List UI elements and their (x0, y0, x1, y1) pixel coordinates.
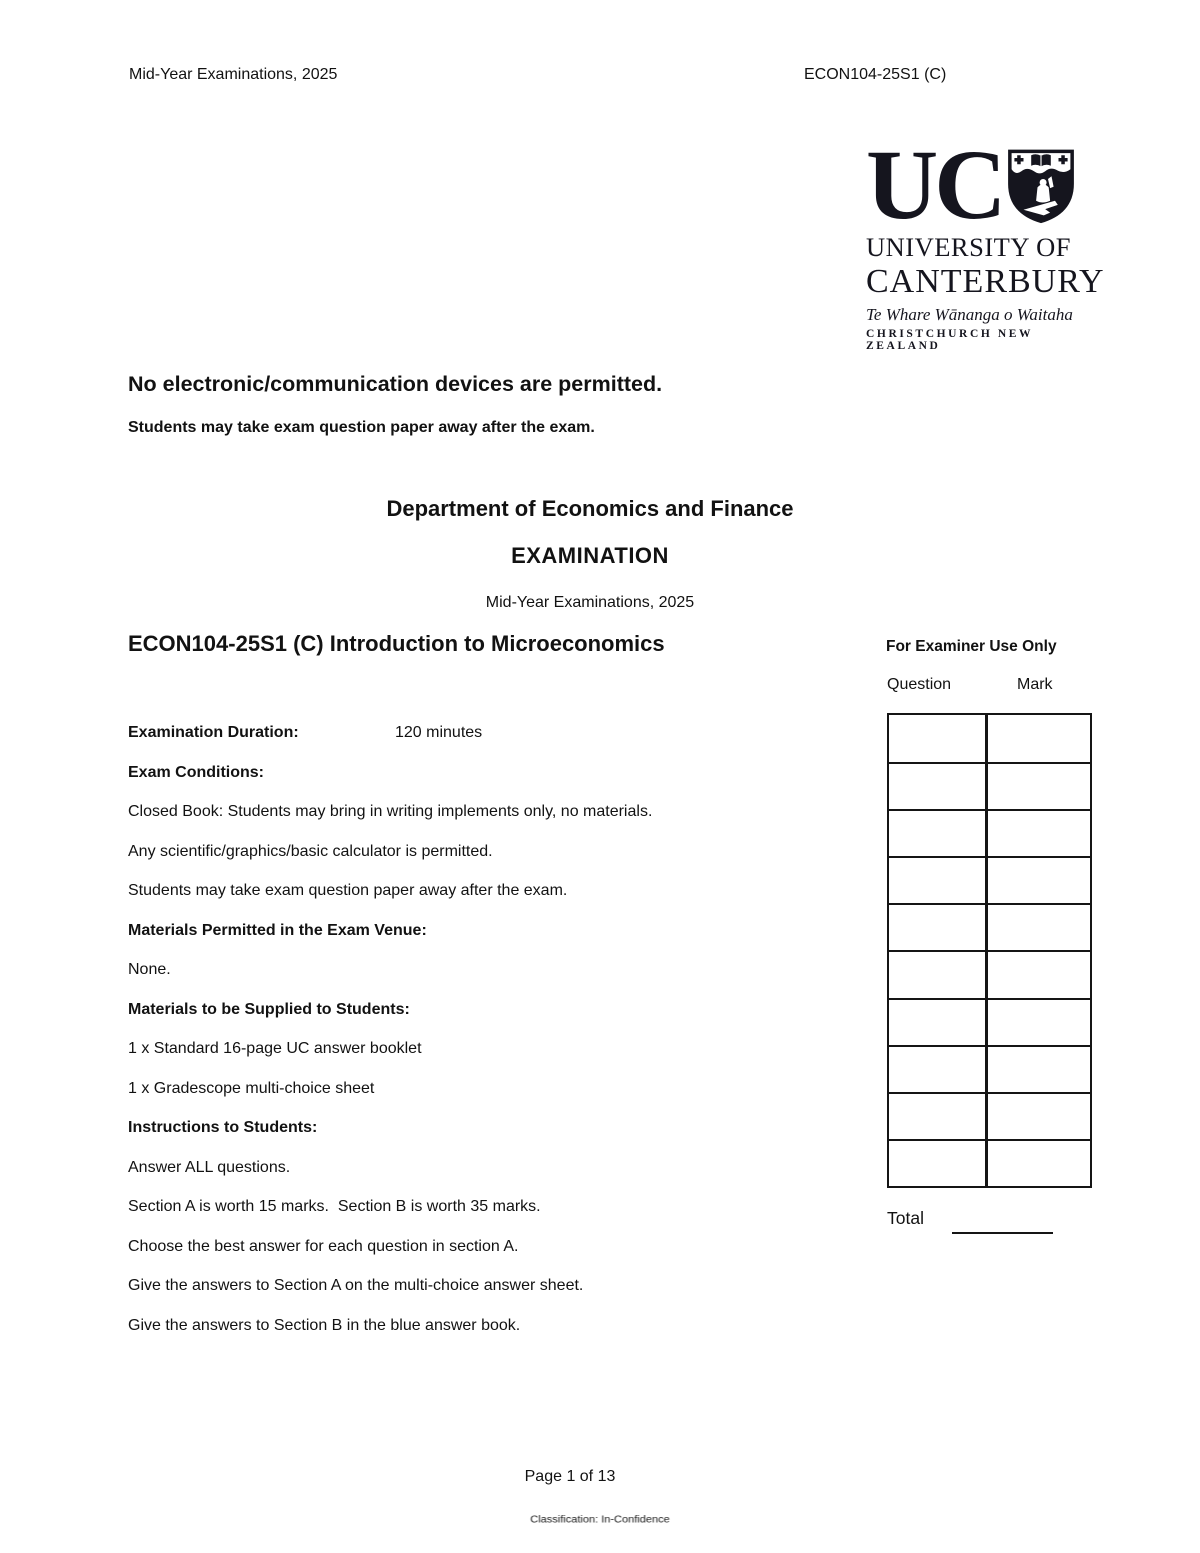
logo-university-of: UNIVERSITY OF (866, 232, 1072, 262)
examiner-table (887, 713, 1092, 1188)
notice-take-paper-away: Students may take exam question paper away after the exam. (128, 419, 595, 436)
examiner-table-cell (889, 903, 988, 950)
examiner-table-cell (988, 715, 1090, 762)
body-paragraph: Give the answers to Section B in the blue answer book. (128, 1316, 521, 1334)
examiner-table-cell (889, 715, 988, 762)
uc-logo-monogram-row (866, 129, 1098, 240)
examiner-table-cell (988, 1139, 1090, 1186)
body-paragraph: Give the answers to Section A on the multi-choice answer sheet. (128, 1277, 584, 1294)
examiner-col-question: Question (887, 676, 952, 693)
examiner-table-cell (988, 998, 1090, 1045)
total-underline (952, 1212, 1053, 1234)
logo-maori-name: Te Whare Wānanga o Waitaha (866, 305, 1073, 324)
logo-canterbury: CANTERBURY (866, 263, 1105, 300)
examination-title: EXAMINATION (511, 543, 669, 568)
body-paragraph: Students may take exam question paper away after the exam. (128, 882, 568, 899)
session-subtitle: Mid-Year Examinations, 2025 (485, 594, 695, 611)
header-left: Mid-Year Examinations, 2025 (129, 66, 338, 83)
examiner-table-cell (889, 1139, 988, 1186)
body-paragraph: Closed Book: Students may bring in writing implements only, no materials. (128, 803, 653, 820)
examiner-table-cell (988, 856, 1090, 903)
body-paragraph: None. (128, 961, 171, 978)
section-heading: Exam Conditions: (128, 763, 265, 781)
examiner-table-cell (889, 809, 988, 856)
examiner-table-cell (988, 1092, 1090, 1139)
classification-label: Classification: In-Confidence (530, 1514, 670, 1526)
body-paragraph: Any scientific/graphics/basic calculator is permitted. (128, 842, 493, 860)
uc-logo-letters: UC (866, 129, 1003, 240)
examiner-table-cell (889, 762, 988, 809)
examiner-table-cell (889, 950, 988, 997)
department-title: Department of Economics and Finance (386, 496, 794, 521)
examiner-table-cell (988, 950, 1090, 997)
examiner-table-cell (988, 762, 1090, 809)
page-number: Page 1 of 13 (524, 1468, 616, 1485)
body-paragraph: Choose the best answer for each question in section A. (128, 1237, 519, 1255)
examiner-table-cell (889, 856, 988, 903)
examiner-table-cell (889, 1045, 988, 1092)
examiner-table-cell (988, 1045, 1090, 1092)
examiner-table-cell (988, 809, 1090, 856)
body-text (128, 722, 848, 1354)
section-heading: Instructions to Students: (128, 1119, 318, 1136)
examiner-table-cell (889, 998, 988, 1045)
examiner-col-mark: Mark (1017, 676, 1053, 693)
notice-no-devices: No electronic/communication devices are permitted. (128, 372, 663, 396)
duration-row: Examination Duration: 120 minutes (128, 724, 483, 741)
logo-christchurch-line: CHRISTCHURCH NEW ZEALAND (866, 328, 1033, 352)
body-paragraph: Section A is worth 15 marks. Section B is worth 35 marks. (128, 1198, 541, 1215)
section-heading: Materials to be Supplied to Students: (128, 1000, 410, 1018)
body-paragraph: Answer ALL questions. (128, 1158, 291, 1176)
total-label: Total (887, 1208, 924, 1228)
section-heading: Materials Permitted in the Exam Venue: (128, 921, 427, 939)
header-right: ECON104-25S1 (C) (804, 66, 947, 83)
examiner-box-title: For Examiner Use Only (886, 638, 1057, 655)
examiner-table-cell (988, 903, 1090, 950)
examiner-table-cell (889, 1092, 988, 1139)
uc-logo (866, 129, 1105, 352)
course-title: ECON104-25S1 (C) Introduction to Microeconomics (128, 631, 665, 656)
body-paragraph: 1 x Standard 16-page UC answer booklet (128, 1040, 422, 1057)
uc-shield-icon (1006, 146, 1076, 226)
body-paragraph: 1 x Gradescope multi-choice sheet (128, 1079, 375, 1097)
